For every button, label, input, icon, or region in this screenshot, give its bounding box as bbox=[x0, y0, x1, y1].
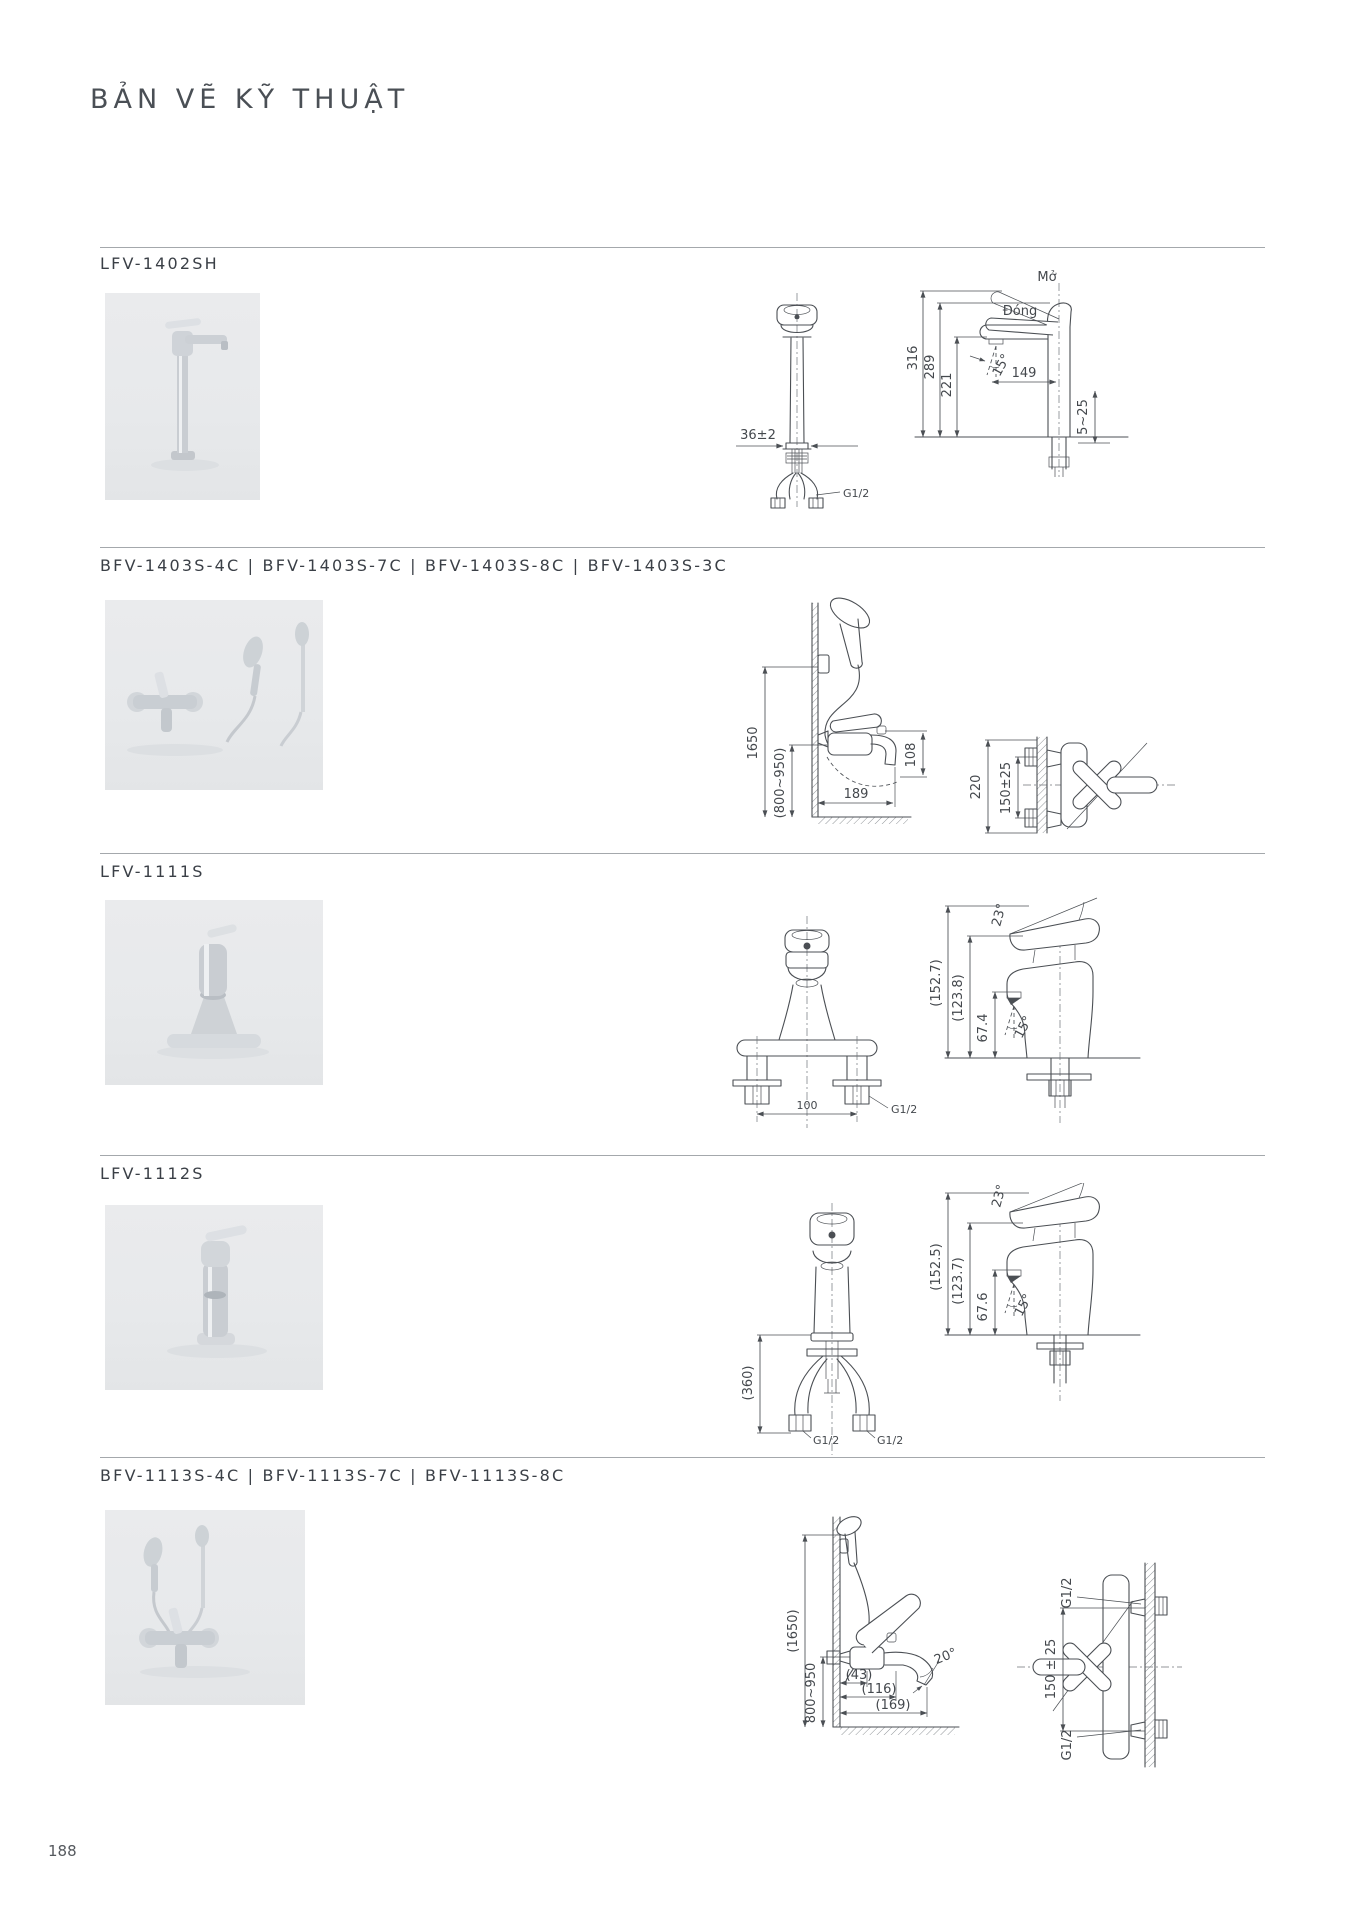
dim-label: 23° bbox=[989, 1183, 1010, 1210]
callout-thread-left bbox=[803, 1431, 839, 1447]
dim-label: (152.7) bbox=[929, 959, 944, 1007]
product-code-lfv-1111s: LFV-1111S bbox=[100, 862, 205, 881]
section-divider bbox=[100, 547, 1265, 548]
dim-label: (116) bbox=[861, 1682, 897, 1697]
front-view bbox=[741, 1203, 903, 1455]
dim-label: (123.8) bbox=[951, 974, 966, 1022]
dim-label: (800~950) bbox=[773, 747, 788, 819]
product-photo-bfv-1403s bbox=[105, 600, 323, 790]
section-divider bbox=[100, 853, 1265, 854]
photo-bath-mixer-set2 bbox=[105, 1510, 305, 1705]
product-code-bfv-1113s: BFV-1113S-4C | BFV-1113S-7C | BFV-1113S-8C bbox=[100, 1466, 566, 1485]
photo-basin-faucet bbox=[105, 900, 323, 1085]
dim-label: 1650 bbox=[746, 726, 761, 760]
photo-bath-mixer-set bbox=[105, 600, 323, 790]
side-view bbox=[929, 1183, 1140, 1401]
callout-thread bbox=[869, 1096, 917, 1116]
photo-faucet-tall bbox=[105, 293, 260, 500]
dim-label: 5~25 bbox=[1076, 399, 1091, 435]
dim-label: G1/2 bbox=[1060, 1729, 1075, 1761]
side-view bbox=[906, 270, 1128, 477]
top-view bbox=[969, 737, 1177, 833]
dim-label: 67.6 bbox=[976, 1292, 991, 1322]
dim-label: (169) bbox=[875, 1698, 911, 1713]
product-photo-lfv-1112s bbox=[105, 1205, 323, 1390]
technical-drawing-lfv-1112s bbox=[555, 1183, 1255, 1483]
technical-drawing-bfv-1113s bbox=[555, 1505, 1255, 1835]
front-view bbox=[736, 293, 869, 508]
product-code-lfv-1402sh: LFV-1402SH bbox=[100, 254, 219, 273]
product-photo-lfv-1111s bbox=[105, 900, 323, 1085]
dim-label: 23° bbox=[989, 902, 1010, 929]
dim-label: 36±2 bbox=[740, 428, 776, 443]
side-view bbox=[786, 1513, 959, 1735]
dim-label: 316 bbox=[906, 345, 921, 371]
section-divider bbox=[100, 1155, 1265, 1156]
angle-spout bbox=[913, 1645, 959, 1693]
product-code-bfv-1403s: BFV-1403S-4C | BFV-1403S-7C | BFV-1403S-8C | BFV-1403S-3C bbox=[100, 556, 728, 575]
dim-label: 108 bbox=[904, 742, 919, 768]
angle-spray bbox=[970, 346, 1014, 379]
label-open: Mở bbox=[1037, 270, 1057, 285]
callout-thread bbox=[816, 487, 869, 500]
angle-spray bbox=[1005, 1284, 1036, 1319]
angle-spray bbox=[1005, 1006, 1036, 1041]
dim-label: 15° bbox=[989, 351, 1014, 380]
front-view bbox=[733, 916, 917, 1128]
callout-thread-right bbox=[867, 1431, 903, 1447]
page-number: 188 bbox=[48, 1842, 77, 1860]
dim-label: 800~950 bbox=[804, 1662, 819, 1724]
dim-label: (360) bbox=[741, 1365, 756, 1401]
dim-label: (43) bbox=[845, 1668, 873, 1683]
dim-label: 150±25 bbox=[999, 761, 1014, 815]
dim-pitch bbox=[757, 1099, 857, 1114]
technical-drawing-lfv-1402sh bbox=[550, 225, 1250, 515]
dim-label: (123.7) bbox=[951, 1257, 966, 1305]
dim-label: 150 ± 25 bbox=[1044, 1638, 1059, 1700]
dim-label: G1/2 bbox=[877, 1434, 904, 1447]
photo-basin-mixer bbox=[105, 1205, 323, 1390]
dim-install-height bbox=[773, 745, 828, 818]
dim-label: (1650) bbox=[786, 1609, 801, 1653]
technical-drawing-bfv-1403s bbox=[555, 585, 1255, 875]
dim-label: (152.5) bbox=[929, 1243, 944, 1291]
product-photo-lfv-1402sh bbox=[105, 293, 260, 500]
dim-label: 15° bbox=[1011, 1291, 1036, 1320]
side-view bbox=[929, 898, 1140, 1123]
dim-label: 15° bbox=[1011, 1013, 1036, 1042]
section-divider bbox=[100, 1457, 1265, 1458]
dim-label: G1/2 bbox=[813, 1434, 840, 1447]
dim-reach bbox=[818, 767, 895, 807]
side-view bbox=[746, 592, 927, 824]
dim-label: G1/2 bbox=[1060, 1577, 1075, 1609]
dim-deck-range bbox=[1076, 391, 1110, 443]
dim-label: 189 bbox=[843, 787, 869, 802]
top-view bbox=[1017, 1563, 1182, 1767]
dim-label: 100 bbox=[796, 1099, 818, 1112]
dim-label: G1/2 bbox=[891, 1103, 918, 1116]
technical-drawing-lfv-1111s bbox=[555, 888, 1255, 1173]
dim-install-height bbox=[804, 1657, 850, 1727]
dim-body-height bbox=[885, 731, 927, 777]
page-title: BẢN VẼ KỸ THUẬT bbox=[90, 84, 410, 115]
label-close: Đóng bbox=[1002, 304, 1038, 319]
dim-label: 20° bbox=[932, 1645, 960, 1669]
product-code-lfv-1112s: LFV-1112S bbox=[100, 1164, 205, 1183]
dim-label: G1/2 bbox=[843, 487, 870, 500]
product-photo-bfv-1113s bbox=[105, 1510, 305, 1705]
dim-label: 149 bbox=[1011, 366, 1037, 381]
dim-label: 220 bbox=[969, 774, 984, 800]
dim-label: 67.4 bbox=[976, 1013, 991, 1043]
dim-label: 221 bbox=[940, 372, 955, 398]
dim-label: 289 bbox=[923, 354, 938, 380]
